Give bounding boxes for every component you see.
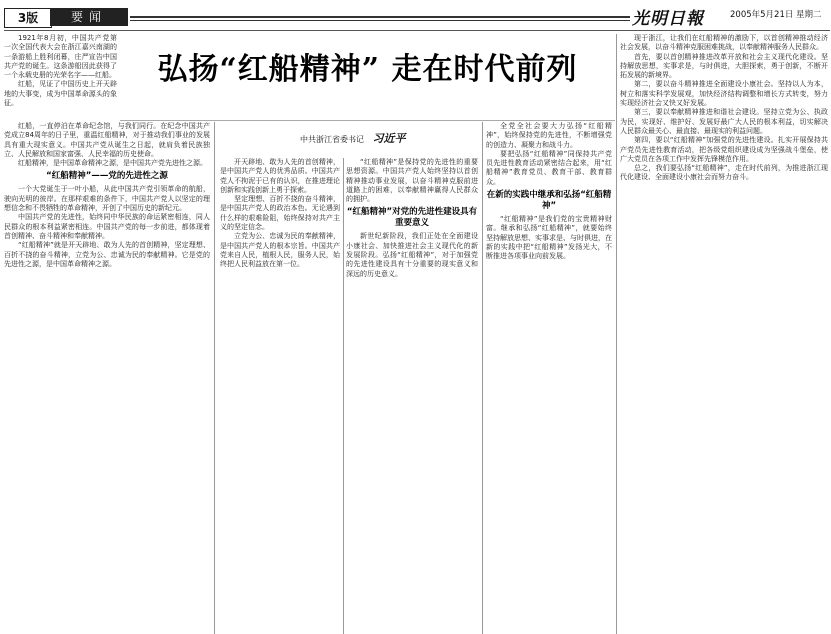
paragraph: 第四，要以“红船精神”加强党的先进性建设。扎实开展保持共产党员先进性教育活动，把各级党组织建设成为坚强战斗堡垒，使广大党员在各项工作中发挥先锋模范作用。 — [620, 136, 828, 163]
author-role: 中共浙江省委书记 — [300, 135, 364, 144]
page-header — [0, 0, 831, 30]
paragraph: 立党为公、忠诚为民的奉献精神，是中国共产党人的根本宗旨。中国共产党来自人民，植根人民，服务人民，始终把人民利益放在第一位。 — [220, 232, 340, 269]
paragraph: 红船精神，是中国革命精神之源，是中国共产党先进性之源。 — [18, 159, 207, 168]
subheading: “红船精神”对党的先进性建设具有重要意义 — [346, 207, 478, 229]
paragraph: 总之，我们要弘扬“红船精神”，走在时代前列，为推进浙江现代化建设、全面建设小康社会而努力奋斗。 — [620, 164, 828, 182]
issue-date: 2005年5月21日 星期二 — [730, 10, 822, 20]
paragraph: 全党全社会要大力弘扬“红船精神”，始终保持党的先进性，不断增强党的创造力、凝聚力和战斗力。 — [486, 122, 612, 149]
paragraph: 红船，一直停泊在革命纪念馆，与我们同行。在纪念中国共产党成立84周年的日子里，重温红船精神，对于推动我们事业的发展具有重大现实意义。中国共产党从诞生之日起，就肩负着民族独立、人民解放和国家富强、人民幸福的历史使命。 — [4, 122, 210, 158]
header-rule-thin — [130, 20, 630, 21]
paragraph: 新世纪新阶段，我们正处在全面建设小康社会、加快推进社会主义现代化的新发展阶段。弘扬“红船精神”，对于加强党的先进性建设具有十分重要的现实意义和深远的历史意义。 — [346, 232, 478, 278]
subheading: 在新的实践中继承和弘扬“红船精神” — [486, 190, 612, 212]
section-label: 要闻 — [50, 8, 128, 26]
paragraph: 第三，要以奉献精神推进和谐社会建设。坚持立党为公、执政为民，实现好、维护好、发展好最广大人民的根本利益，切实解决人民群众最关心、最直接、最现实的利益问题。 — [620, 108, 828, 135]
paragraph: 首先，要以首创精神推进改革开放和社会主义现代化建设。坚持解放思想，实事求是，与时俱进，大胆探索，勇于创新，不断开拓发展的新境界。 — [620, 52, 828, 80]
paragraph: 要把弘扬“红船精神”同保持共产党员先进性教育活动紧密结合起来，用“红船精神”教育党员、教育干部、教育群众。 — [486, 149, 612, 186]
paragraph: 中国共产党的先进性，始终同中华民族的命运紧密相连，同人民群众的根本利益紧密相连。中国共产党的每一步前进，都体现着首创精神、奋斗精神和奉献精神。 — [4, 213, 210, 240]
column-c — [220, 158, 340, 634]
header-rule — [130, 16, 630, 18]
paragraph: 第二，要以奋斗精神推进全面建设小康社会。坚持以人为本，树立和落实科学发展观，加快经济结构调整和增长方式转变，努力实现经济社会又快又好发展。 — [620, 80, 828, 108]
paragraph: 红船，见证了中国历史上开天辟地的大事变，成为中国革命源头的象征。 — [4, 80, 117, 108]
article-headline: 弘扬“红船精神” 走在时代前列 — [157, 52, 578, 87]
column-divider — [343, 158, 344, 634]
paragraph: “红船精神”是我们党的宝贵精神财富。继承和弘扬“红船精神”，就要始终坚持解放思想、实事求是、与时俱进，在新的实践中把“红船精神”发扬光大，不断推进各项事业向前发展。 — [486, 215, 612, 261]
header-divider — [4, 30, 830, 31]
paragraph: 一个大党诞生于一叶小船，从此中国共产党引领革命的航船，驶向光明的彼岸。在那样艰难的条件下，中国共产党人以坚定的理想信念和不畏牺牲的革命精神，开创了中国历史的新纪元。 — [4, 185, 210, 213]
byline — [300, 130, 406, 146]
author-name: 习近平 — [372, 132, 406, 145]
paragraph: 1921年8月初，中国共产党第一次全国代表大会在浙江嘉兴南湖的一条游船上胜利闭幕，庄严宣告中国共产党的诞生。这条游船因此获得了一个永载史册的光荣名字——红船。 — [4, 34, 117, 80]
masthead: 光明日報 — [632, 9, 704, 29]
subheading: “红船精神”——党的先进性之源 — [46, 171, 168, 182]
paragraph: 现于浙江，让我们在红船精神的激励下，以首创精神推动经济社会发展，以奋斗精神克服困难挑战，以奉献精神服务人民群众。 — [620, 34, 828, 52]
paragraph: 开天辟地、敢为人先的首创精神，是中国共产党人的优秀品质。中国共产党人不拘泥于已有的认识，在推进理论创新和实践创新上勇于探索。 — [220, 158, 340, 194]
column-f — [620, 34, 828, 634]
paragraph: “红船精神”就是开天辟地、敢为人先的首创精神，坚定理想、百折不挠的奋斗精神，立党为公、忠诚为民的奉献精神。它是党的先进性之源，是中国革命精神之源。 — [4, 241, 210, 268]
column-b — [4, 122, 210, 634]
column-divider — [214, 122, 215, 634]
column-d — [346, 158, 478, 634]
column-a — [4, 34, 117, 120]
column-e — [486, 122, 612, 634]
page-number: 3版 — [4, 8, 52, 28]
headline-divider — [120, 120, 615, 121]
column-divider — [482, 122, 483, 634]
paragraph: “红船精神”是保持党的先进性的重要思想资源。中国共产党人始终坚持以首创精神推动事业发展，以奋斗精神克服前进道路上的困难，以奉献精神赢得人民群众的拥护。 — [346, 158, 478, 204]
column-divider — [616, 34, 617, 634]
paragraph: 坚定理想、百折不挠的奋斗精神，是中国共产党人的政治本色。无论遇到什么样的艰难险阻，始终保持对共产主义的坚定信念。 — [220, 195, 340, 232]
